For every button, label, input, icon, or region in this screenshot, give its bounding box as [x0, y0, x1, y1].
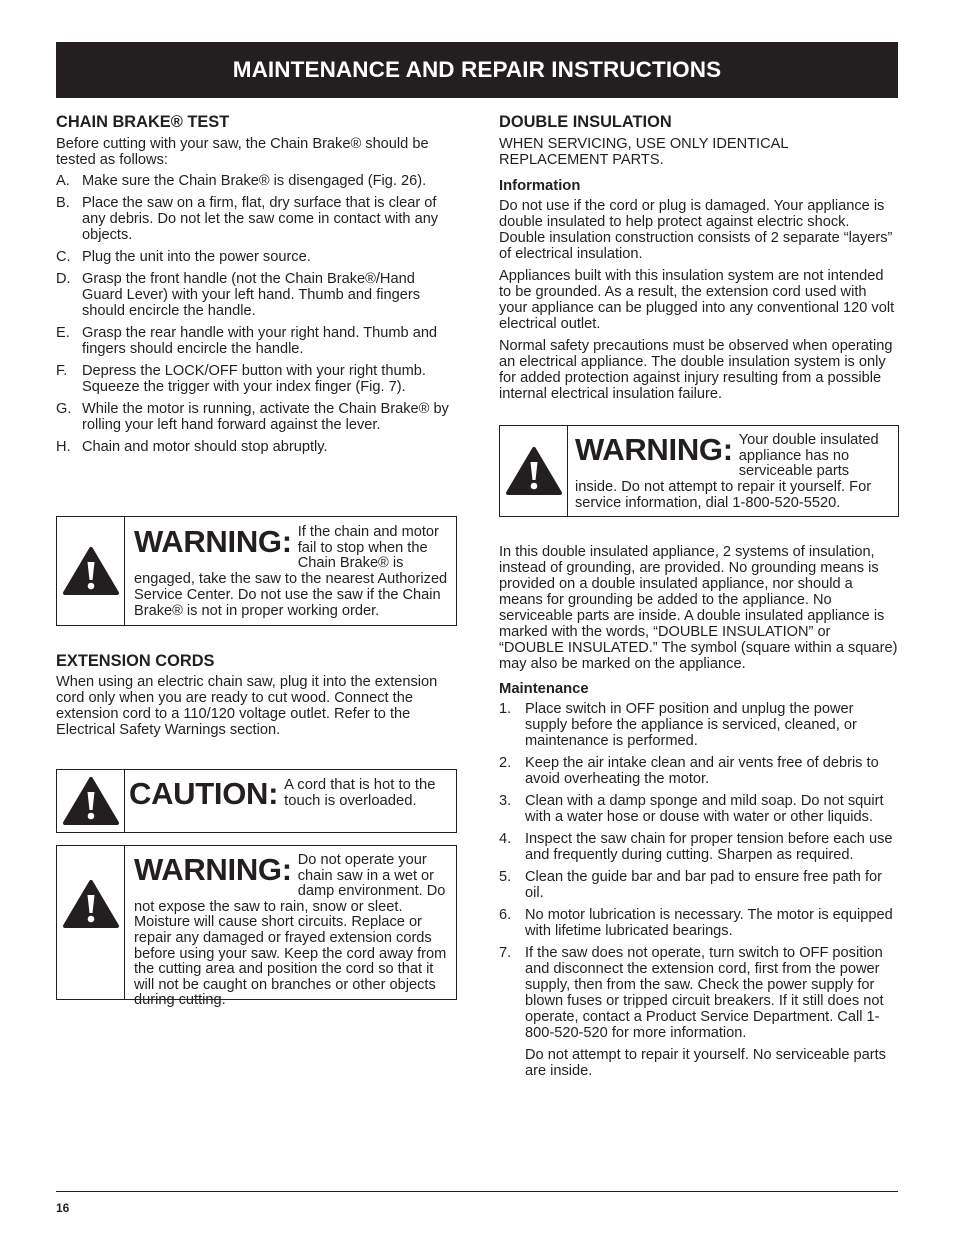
maintenance-steps [499, 701, 898, 1041]
info-paragraph: Do not use if the cord or plug is damaged. Your appliance is double insulated to help protect against electric shock. Double insulation construction consists of 2 separate “layers” of electrical insulation. [499, 198, 893, 262]
warning-triangle-icon [62, 879, 120, 929]
extension-cords-heading: EXTENSION CORDS [56, 652, 215, 670]
list-item: F. Depress the LOCK/OFF button with your right thumb. Squeeze the trigger with your index finger (Fig. 7). [56, 363, 426, 395]
chain-brake-heading: CHAIN BRAKE® TEST [56, 113, 230, 131]
maintenance-section [499, 544, 898, 1079]
warning-label: WARNING: [575, 432, 733, 467]
warning-text: Do not operate your chain saw in a wet or damp environment. Do not expose the saw to rain, snow or sleet. Moisture will cause short circuits. Replace or repair any damaged or frayed extension cords before using your saw. Keep the cord away from the cutting area and position the cord so that it will not be caught on branches or other objects during cutting. [134, 852, 447, 1009]
list-item: 7. If the saw does not operate, turn switch to OFF position and disconnect the extension cord, first from the power supply, then from the saw. Check the power supply for blown fuses or tripped circuit breakers. If it still does not operate, contact a Product Service Department. Call 1-800-520-520 for more information. [499, 945, 884, 1041]
list-item: 3. Clean with a damp sponge and mild soap. Do not squirt with a water hose or douse with water or other liquids. [499, 793, 884, 825]
list-item: 2. Keep the air intake clean and air vents free of debris to avoid overheating the motor. [499, 755, 879, 787]
chain-brake-section [56, 113, 458, 455]
double-insulation-section [499, 113, 898, 402]
caution-text: A cord that is hot to the touch is overloaded. [284, 777, 436, 809]
maintenance-closing: Do not attempt to repair it yourself. No serviceable parts are inside. [525, 1047, 886, 1079]
warning-box-service [499, 425, 899, 517]
warning-text: Your double insulated appliance has no serviceable parts inside. Do not attempt to repair it yourself. For service information, dial 1-800-520-5520. [575, 432, 879, 511]
list-item: 1. Place switch in OFF position and unplug the power supply before the appliance is serviced, cleaned, or maintenance is performed. [499, 701, 857, 749]
double-insulation-heading: DOUBLE INSULATION [499, 113, 672, 131]
list-item: H. Chain and motor should stop abruptly. [56, 439, 328, 455]
extension-cords-text: When using an electric chain saw, plug it into the extension cord only when you are ready to cut wood. Connect the extension cord to a 110/120 voltage outlet. Refer to the Electrical Safety Warnings section. [56, 674, 438, 738]
list-item: 5. Clean the guide bar and bar pad to ensure free path for oil. [499, 869, 882, 901]
warning-text: If the chain and motor fail to stop when the Chain Brake® is engaged, take the saw to the nearest Authorized Service Center. Do not use the saw if the Chain Brake® is not in proper working order. [134, 524, 448, 619]
warning-triangle-icon [62, 546, 120, 596]
warning-box-chain-brake [56, 516, 457, 626]
information-heading: Information [499, 178, 581, 194]
list-item: E. Grasp the rear handle with your right hand. Thumb and fingers should encircle the handle. [56, 325, 438, 357]
caution-label: CAUTION: [129, 776, 279, 811]
list-item: 6. No motor lubrication is necessary. The motor is equipped with lifetime lubricated bearings. [499, 907, 893, 939]
footer-divider [56, 1191, 898, 1192]
info-paragraph: Normal safety precautions must be observed when operating an electrical appliance. The double insulation system is only for added protection against injury resulting from a possible internal electrical insulation failure. [499, 338, 893, 402]
warning-triangle-icon [62, 776, 120, 826]
page-title: MAINTENANCE AND REPAIR INSTRUCTIONS [232, 57, 722, 82]
maintenance-heading: Maintenance [499, 681, 589, 697]
warning-box-wet [56, 845, 457, 1009]
info-paragraph: Appliances built with this insulation system are not intended to be grounded. As a result, the extension cord used with your appliance can be plugged into any conventional 120 volt electrical outlet. [499, 268, 895, 332]
insulation-detail-paragraph: In this double insulated appliance, 2 systems of insulation, instead of grounding, are provided. No grounding means is provided on a double insulated appliance, nor should a means for grounding be added to the appliance. No serviceable parts are inside. A double insulated appliance is marked with the words, “DOUBLE INSULATION” or “DOUBLE INSULATED.” The symbol (square within a square) may also be marked on the appliance. [499, 544, 898, 672]
warning-label: WARNING: [134, 852, 292, 887]
list-item: A. Make sure the Chain Brake® is disengaged (Fig. 26). [56, 173, 427, 189]
list-item: 4. Inspect the saw chain for proper tension before each use and frequently during cutting. Sharpen as required. [499, 831, 893, 863]
double-insulation-notice: WHEN SERVICING, USE ONLY IDENTICAL REPLACEMENT PARTS. [499, 136, 788, 168]
chain-brake-steps [56, 173, 458, 455]
extension-cords-section [56, 652, 458, 738]
list-item: D. Grasp the front handle (not the Chain Brake®/Hand Guard Lever) with your left hand. Thumb and fingers should encircle the handle. [56, 271, 421, 319]
caution-box-cord [56, 769, 457, 833]
page-number: 16 [56, 1201, 70, 1215]
list-item: B. Place the saw on a firm, flat, dry surface that is clear of any debris. Do not let the saw come in contact with any objects. [56, 195, 439, 243]
page-header [56, 42, 898, 98]
list-item: C. Plug the unit into the power source. [56, 249, 311, 265]
list-item: G. While the motor is running, activate the Chain Brake® by rolling your left hand forward against the lever. [56, 401, 449, 433]
chain-brake-intro: Before cutting with your saw, the Chain Brake® should be tested as follows: [56, 136, 429, 168]
warning-triangle-icon [505, 446, 563, 496]
warning-label: WARNING: [134, 524, 292, 559]
